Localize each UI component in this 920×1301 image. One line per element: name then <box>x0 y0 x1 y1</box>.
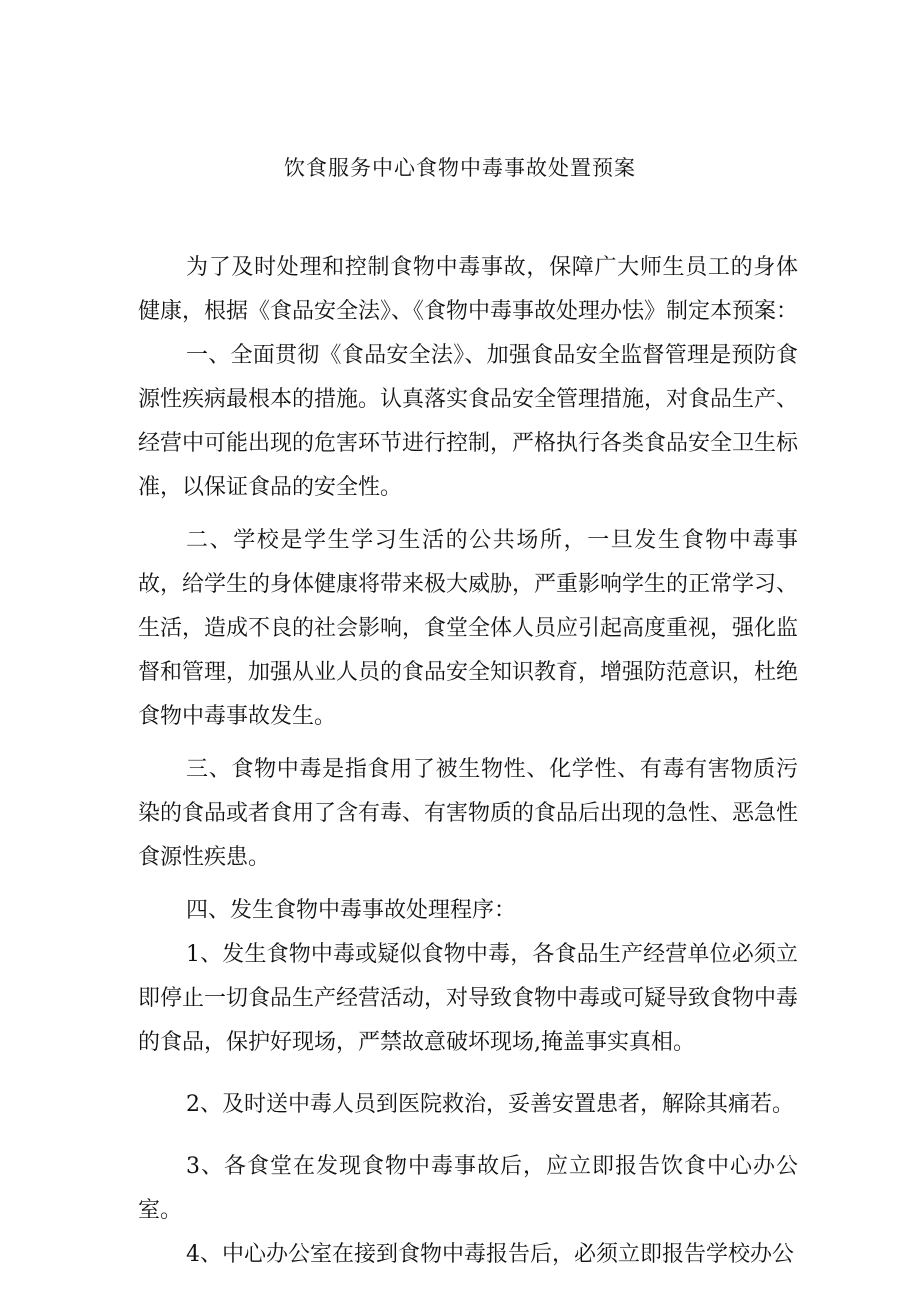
paragraph-step-2: 2、及时送中毒人员到医院救治，妥善安置患者，解除其痛若。 <box>186 1092 794 1117</box>
paragraph-section-3: 三、食物中毒是指食用了被生物性、化学性、有毒有害物质污染的食品或者食用了含有毒、有害物质的食品后出现的急性、恶急性食源性疾患。 <box>138 757 799 870</box>
paragraph-step-4: 4、中心办公室在接到食物中毒报告后，必须立即报告学校办公 <box>186 1242 794 1267</box>
document-body <box>138 246 798 1277</box>
paragraph-step-1: 1、发生食物中毒或疑似食物中毒，各食品生产经营单位必须立即停止一切食品生产经营活动，对导致食物中毒或可疑导致食物中毒的食品，保护好现场，严禁故意破坏现场,掩盖事实真相。 <box>138 942 799 1055</box>
paragraph-step-3: 3、各食堂在发现食物中毒事故后，应立即报告饮食中心办公室。 <box>138 1154 798 1223</box>
paragraph-section-1: 一、全面贯彻《食品安全法》、加强食品安全监督管理是预防食源性疾病最根本的措施。认真落实食品安全管理措施，对食品生产、经营中可能出现的危害环节进行控制，严格执行各类食品安全卫生标准，以保证食品的安全性。 <box>138 343 799 500</box>
paragraph-intro: 为了及时处理和控制食物中毒事故，保障广大师生员工的身体健康，根据《食品安全法》、《食物中毒事故处理办怯》制定本预案： <box>138 255 799 324</box>
paragraph-section-4-heading: 四、发生食物中毒事故处理程序： <box>186 898 517 923</box>
paragraph-section-2: 二、学校是学生学习生活的公共场所，一旦发生食物中毒事故，给学生的身体健康将带来极大威胁，严重影响学生的正常学习、生活，造成不良的社会影响，食堂全体人员应引起高度重视，强化监督和管理，加强从业人员的食品安全知识教育，增强防范意识，杜绝食物中毒事故发生。 <box>138 528 799 729</box>
document-title: 饮食服务中心食物中毒事故处置预案 <box>284 156 636 180</box>
